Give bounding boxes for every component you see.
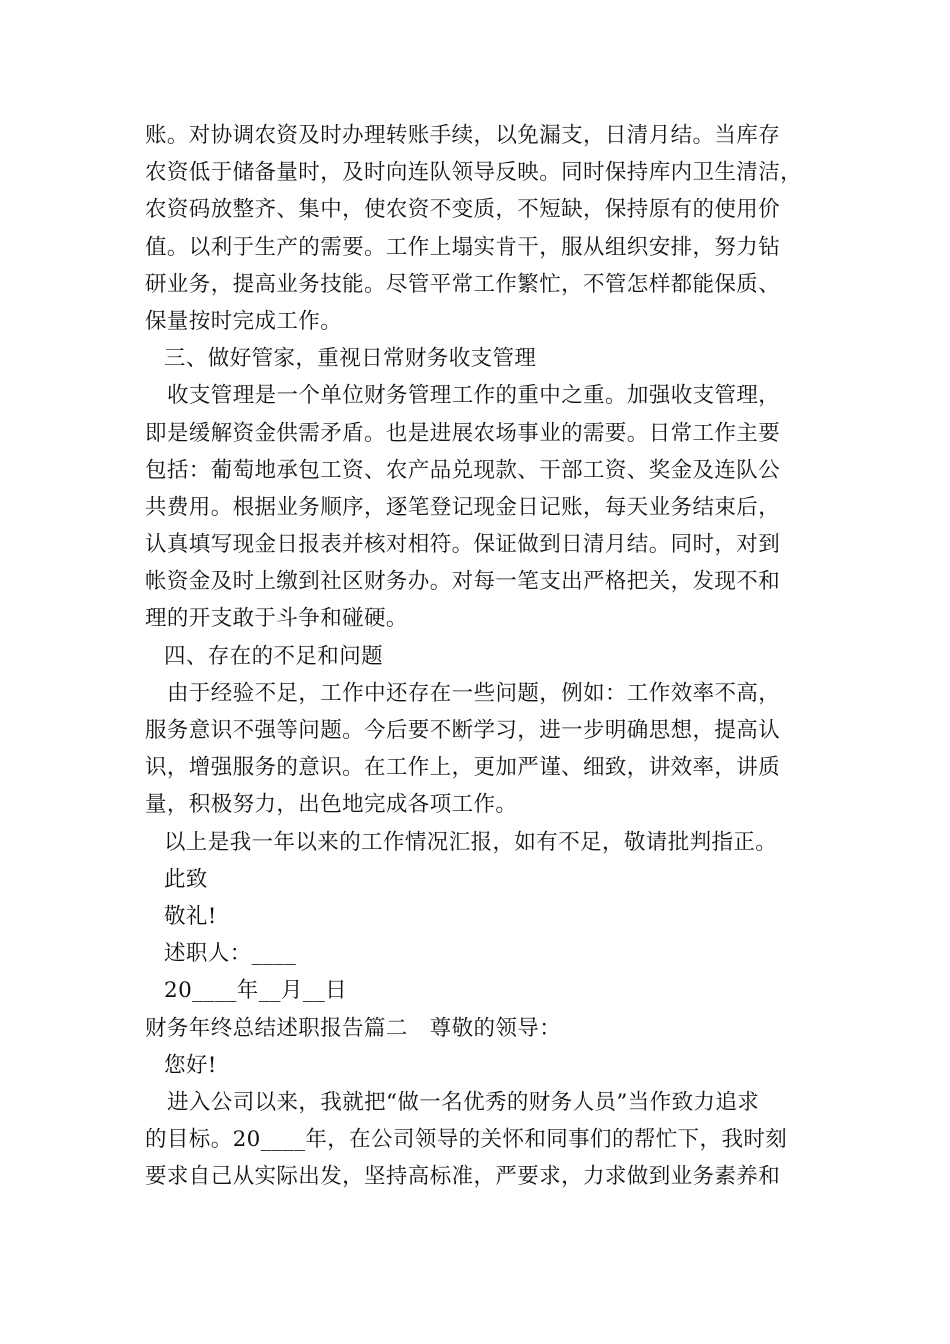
document-body — [145, 117, 825, 1195]
date-line: 20____年__月__日 — [164, 978, 348, 1004]
text-line: 账。对协调农资及时办理转账手续，以免漏支，日清月结。当库存 — [145, 123, 781, 148]
text-line: 农资低于储备量时，及时向连队领导反映。同时保持库内卫生清洁， — [145, 160, 803, 186]
text-line: 包括：葡萄地承包工资、农产品兑现款、干部工资、奖金及连队公 — [145, 457, 781, 483]
salutation-cizhi: 此致 — [164, 866, 208, 892]
text-line: 认真填写现金日报表并核对相符。保证做到日清月结。同时，对到 — [145, 532, 781, 558]
text-line: 即是缓解资金供需矛盾。也是进展农场事业的需要。日常工作主要 — [145, 420, 781, 446]
text-line: 值。以利于生产的需要。工作上塌实肯干，服从组织安排，努力钻 — [145, 234, 781, 260]
paragraph-first-line: 进入公司以来，我就把“做一名优秀的财务人员”当作致力追求 — [167, 1089, 760, 1115]
text-line: 的目标。20____年，在公司领导的关怀和同事们的帮忙下，我时刻 — [145, 1127, 788, 1153]
paragraph-first-line: 收支管理是一个单位财务管理工作的重中之重。加强收支管理， — [167, 383, 781, 409]
text-line: 识，增强服务的意识。在工作上，更加严谨、细致，讲效率，讲质 — [145, 755, 781, 781]
section-heading: 四、存在的不足和问题 — [164, 643, 384, 669]
section-title-line: 财务年终总结述职报告篇二 尊敬的领导： — [145, 1015, 562, 1041]
text-line: 农资码放整齐、集中，使农资不变质，不短缺，保持原有的使用价 — [145, 197, 781, 223]
section-heading: 三、做好管家，重视日常财务收支管理 — [164, 346, 537, 372]
text-line: 要求自己从实际出发，坚持高标准，严要求，力求做到业务素养和 — [145, 1164, 781, 1190]
reporter-signature-line: 述职人：____ — [164, 941, 297, 967]
paragraph-first-line: 由于经验不足，工作中还存在一些问题，例如：工作效率不高， — [167, 680, 781, 706]
text-line: 研业务，提高业务技能。尽管平常工作繁忙，不管怎样都能保质、 — [145, 271, 781, 297]
closing-statement: 以上是我一年以来的工作情况汇报，如有不足，敬请批判指正。 — [164, 829, 778, 855]
text-line: 量，积极努力，出色地完成各项工作。 — [145, 792, 518, 818]
greeting-line: 您好! — [164, 1052, 217, 1078]
text-line: 理的开支敢于斗争和碰硬。 — [145, 606, 408, 632]
text-line: 共费用。根据业务顺序，逐笔登记现金日记账，每天业务结束后， — [145, 494, 781, 520]
text-line: 服务意识不强等问题。今后要不断学习，进一步明确思想，提高认 — [145, 718, 781, 743]
text-line: 帐资金及时上缴到社区财务办。对每一笔支出严格把关，发现不和 — [145, 569, 781, 595]
salutation-jingli: 敬礼! — [164, 903, 217, 929]
text-line: 保量按时完成工作。 — [145, 308, 343, 334]
